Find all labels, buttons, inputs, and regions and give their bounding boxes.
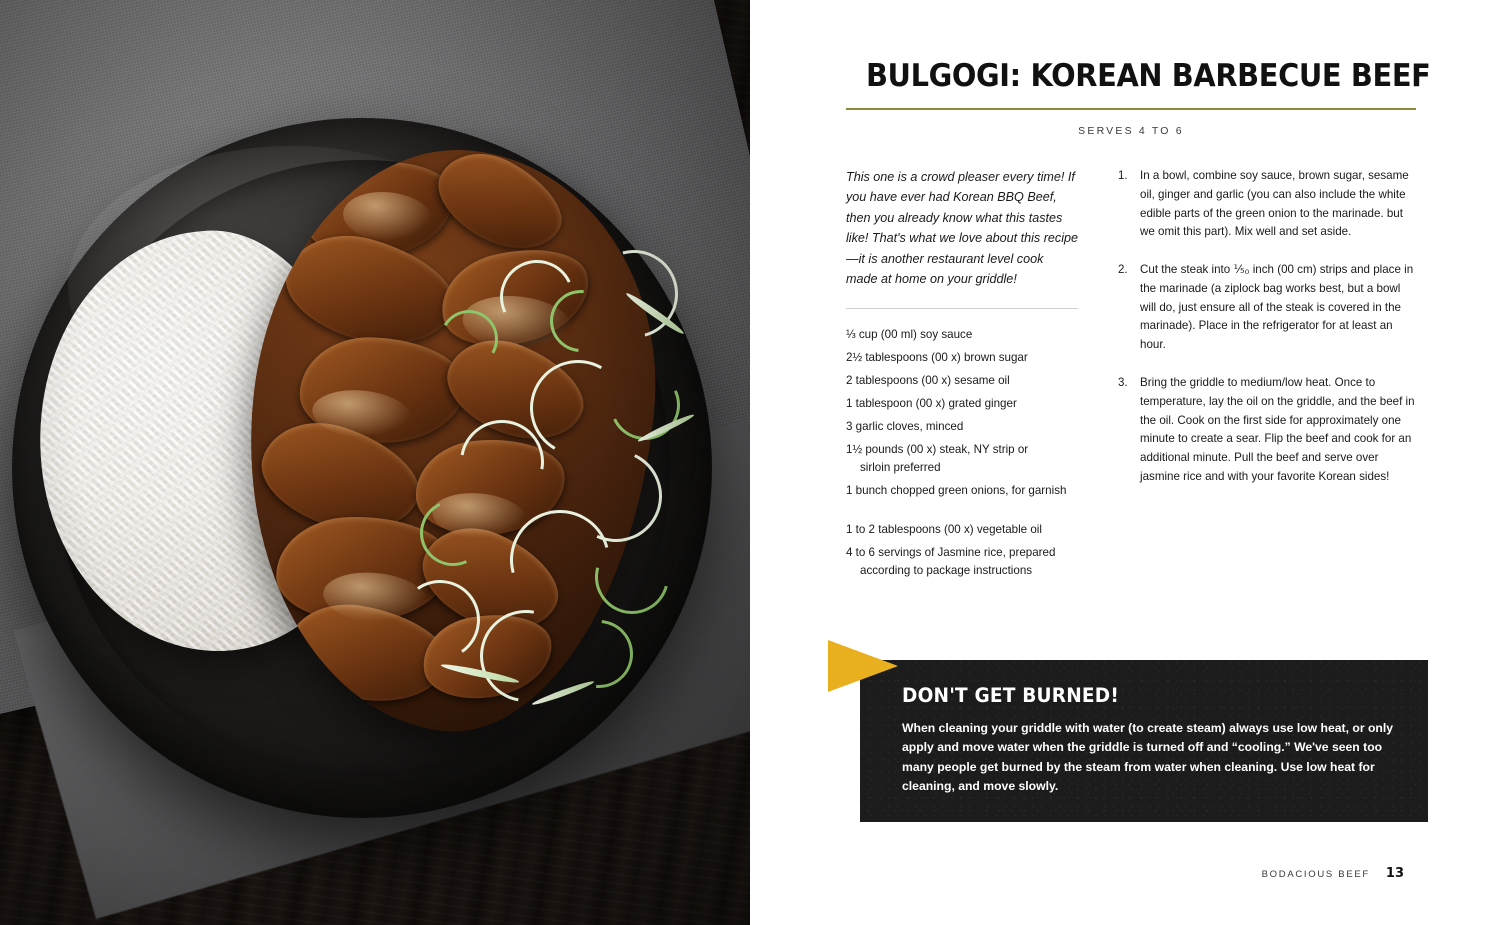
step-text: Cut the steak into ⅕₀ inch (00 cm) strips and place in the marinade (a ziplock bag works best, but a bowl will do, just ensure all of the steak is covered in the marinade). Place in the refrigerator for at least an hour. [1140, 263, 1414, 352]
chapter-label: BODACIOUS BEEF [1261, 869, 1370, 880]
ingredient-text: 3 garlic cloves, minced [846, 420, 964, 434]
ingredient-text: 2½ tablespoons (00 x) brown sugar [846, 351, 1028, 365]
ingredient-text: 2 tablespoons (00 x) sesame oil [846, 374, 1010, 388]
ingredients-column [846, 167, 1078, 585]
instructions-list [1118, 167, 1416, 487]
ingredient-text: 1½ pounds (00 x) steak, NY strip or [846, 443, 1029, 457]
ingredients-list-marinade [846, 326, 1078, 500]
ingredient-text-cont: according to package instructions [860, 564, 1033, 578]
instruction-step [1118, 167, 1416, 242]
callout-body: When cleaning your griddle with water (to create steam) always use low heat, or only apply and move water when the griddle is turned off and “cooling.” We've seen too many people get burned by the steam from water when cleaning. Use low heat for cleaning, and move slowly. [902, 721, 1393, 793]
ingredient-item [846, 418, 1078, 436]
arrow-pointer-icon [828, 640, 898, 692]
step-number: 2. [1118, 264, 1128, 277]
ingredient-text: 1 tablespoon (00 x) grated ginger [846, 397, 1017, 411]
ingredient-item [846, 441, 1078, 477]
ingredient-item [846, 521, 1078, 539]
callout-title: DON'T GET BURNED! [902, 684, 1119, 707]
title-divider [846, 108, 1416, 110]
ingredient-text: 4 to 6 servings of Jasmine rice, prepared [846, 546, 1056, 560]
serves-label: SERVES 4 TO 6 [1078, 125, 1184, 137]
page-footer [1262, 866, 1404, 881]
step-text: Bring the griddle to medium/low heat. Once to temperature, lay the oil on the griddle, and the beef in the oil. Cook on the first side for approximately one minute to create a sear. Flip the beef and cook for an additional minute. Pull the beef and serve over jasmine rice and with your favorite Korean sides! [1140, 376, 1415, 483]
step-number: 3. [1118, 377, 1128, 390]
instruction-step [1118, 261, 1416, 355]
instructions-column [1118, 167, 1416, 585]
ingredients-list-cooking [846, 521, 1078, 580]
warning-callout [828, 660, 1428, 822]
callout-box [860, 660, 1428, 822]
recipe-intro: This one is a crowd pleaser every time! If you have ever had Korean BBQ Beef, then you already know what this tastes like! That's what we love about this recipe—it is another restaurant level cook made at home on your griddle! [846, 170, 1079, 286]
ingredient-item [846, 349, 1078, 367]
ingredient-item [846, 482, 1078, 500]
recipe-text-page [750, 0, 1500, 925]
ingredient-text: 1 bunch chopped green onions, for garnish [846, 484, 1067, 498]
ingredient-item [846, 395, 1078, 413]
ingredient-item [846, 544, 1078, 580]
ingredient-item [846, 326, 1078, 344]
step-text: In a bowl, combine soy sauce, brown sugar, sesame oil, ginger and garlic (you can also include the white edible parts of the green onion to the marinade. but we omit this part). Mix well and set aside. [1140, 169, 1409, 239]
intro-divider [846, 308, 1078, 309]
recipe-columns [846, 167, 1416, 585]
ingredient-text: 1 to 2 tablespoons (00 x) vegetable oil [846, 523, 1042, 537]
ingredients-group-gap [846, 505, 1078, 521]
step-number: 1. [1118, 170, 1128, 182]
instruction-step [1118, 374, 1416, 487]
recipe-title: BULGOGI: KOREAN BARBECUE BEEF [865, 58, 1431, 94]
ingredient-item [846, 372, 1078, 390]
ingredient-text: ⅓ cup (00 ml) soy sauce [846, 328, 973, 342]
green-onion-garnish [380, 250, 710, 720]
page-number: 13 [1385, 866, 1404, 881]
ingredient-text-cont: sirloin preferred [860, 461, 941, 475]
